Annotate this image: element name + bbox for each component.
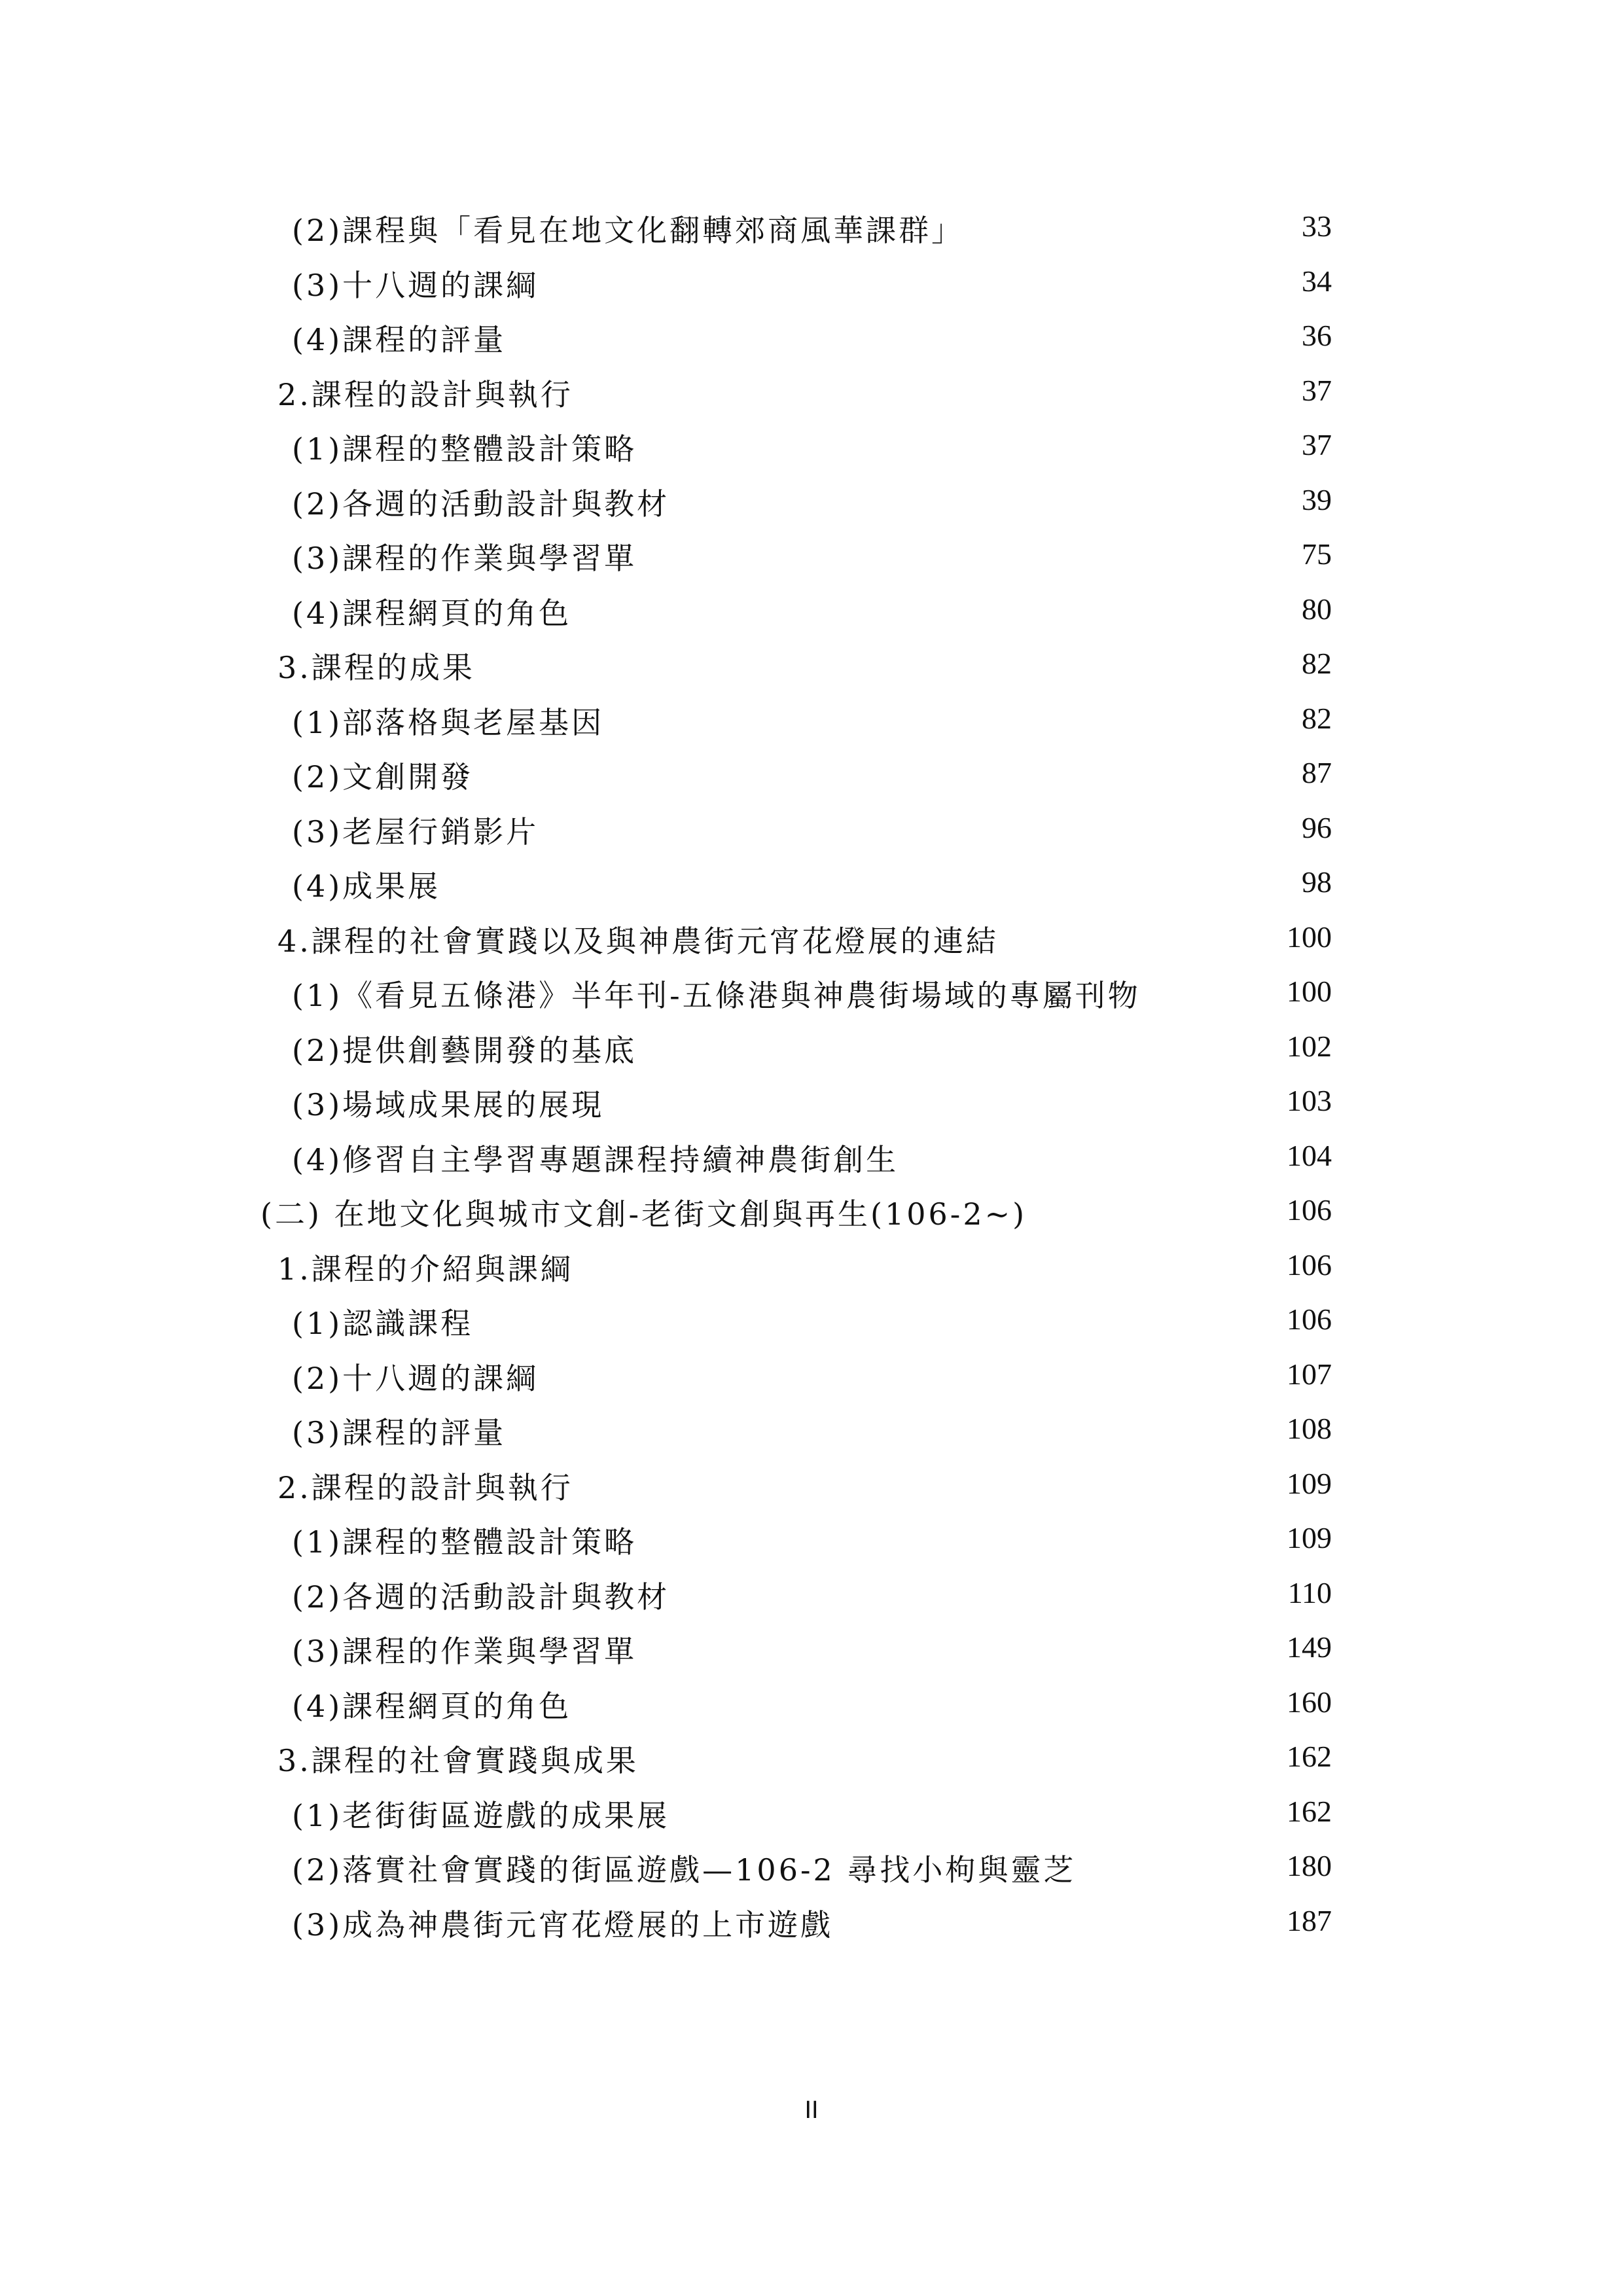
toc-entry-title: 3.課程的成果 [277, 650, 475, 685]
toc-entry-title: (1)老街街區遊戲的成果展 [292, 1797, 670, 1833]
toc-entry-title: (3)場域成果展的展現 [292, 1087, 605, 1122]
toc-entry-title: (2)十八週的課綱 [292, 1360, 539, 1396]
toc-entry-title: (2)提供創藝開發的基底 [292, 1032, 637, 1068]
toc-entry [0, 1351, 1623, 1406]
toc-entry [0, 1842, 1623, 1897]
toc-entry-title: (4)修習自主學習專題課程持續神農街創生 [292, 1141, 899, 1177]
table-of-contents [0, 203, 1623, 1952]
toc-entry [0, 1187, 1623, 1242]
toc-entry [0, 1570, 1623, 1624]
toc-entry-page-number: 82 [1302, 701, 1332, 735]
toc-entry-page-number: 109 [1287, 1466, 1332, 1500]
toc-entry-title: (2)各週的活動設計與教材 [292, 486, 670, 522]
toc-entry-page-number: 82 [1302, 647, 1332, 680]
toc-entry-title: (1)《看見五條港》半年刊-五條港與神農街場域的專屬刊物 [292, 978, 1141, 1013]
toc-entry-page-number: 109 [1287, 1521, 1332, 1554]
toc-entry-page-number: 104 [1287, 1138, 1332, 1172]
toc-entry-page-number: 149 [1287, 1630, 1332, 1664]
toc-entry-page-number: 108 [1287, 1412, 1332, 1445]
toc-entry-title: (3)課程的評量 [292, 1415, 507, 1450]
toc-entry [0, 258, 1623, 313]
toc-entry [0, 1733, 1623, 1788]
toc-entry-page-number: 96 [1302, 810, 1332, 844]
toc-entry [0, 422, 1623, 476]
toc-entry-page-number: 98 [1302, 865, 1332, 899]
toc-entry [0, 203, 1623, 258]
toc-entry-title: (4)課程網頁的角色 [292, 595, 572, 631]
toc-entry [0, 1242, 1623, 1297]
toc-entry-page-number: 36 [1302, 319, 1332, 352]
toc-entry-title: 1.課程的介紹與課綱 [277, 1251, 573, 1287]
toc-entry-title: (1)課程的整體設計策略 [292, 431, 637, 467]
toc-entry-title: (4)成果展 [292, 869, 441, 904]
toc-entry-title: (3)課程的作業與學習單 [292, 541, 637, 576]
toc-entry [0, 1897, 1623, 1952]
toc-entry [0, 1460, 1623, 1515]
toc-entry-title: (1)部落格與老屋基因 [292, 704, 605, 740]
toc-entry [0, 312, 1623, 367]
toc-entry [0, 476, 1623, 531]
toc-entry-page-number: 37 [1302, 428, 1332, 461]
toc-entry-page-number: 102 [1287, 1029, 1332, 1063]
toc-entry-page-number: 110 [1287, 1575, 1332, 1609]
toc-entry [0, 367, 1623, 422]
toc-entry [0, 1788, 1623, 1843]
toc-entry-title: (1)認識課程 [292, 1306, 474, 1341]
toc-entry [0, 1679, 1623, 1734]
toc-entry-title: (2)各週的活動設計與教材 [292, 1579, 670, 1615]
toc-entry-title: (2)課程與「看見在地文化翻轉郊商風華課群」 [292, 213, 965, 248]
page-number: II [804, 2096, 819, 2124]
toc-entry-title: (4)課程的評量 [292, 322, 507, 357]
toc-entry-page-number: 160 [1287, 1685, 1332, 1719]
toc-entry-title: (3)十八週的課綱 [292, 267, 539, 303]
toc-entry [0, 804, 1623, 859]
toc-entry-title: (二) 在地文化與城市文創-老街文創與再生(106-2~) [260, 1196, 1027, 1232]
toc-entry-page-number: 106 [1287, 1302, 1332, 1336]
toc-entry-page-number: 75 [1302, 537, 1332, 571]
toc-entry [0, 914, 1623, 969]
toc-entry [0, 531, 1623, 586]
toc-entry-page-number: 180 [1287, 1849, 1332, 1882]
toc-entry-page-number: 100 [1287, 975, 1332, 1008]
toc-entry-page-number: 80 [1302, 592, 1332, 626]
toc-entry [0, 586, 1623, 641]
toc-entry [0, 1296, 1623, 1351]
toc-entry [0, 1132, 1623, 1187]
toc-entry-title: 4.課程的社會實踐以及與神農街元宵花燈展的連結 [277, 923, 999, 959]
toc-entry [0, 695, 1623, 750]
toc-entry-title: (2)文創開發 [292, 759, 474, 795]
toc-entry-title: (1)課程的整體設計策略 [292, 1524, 637, 1560]
toc-entry [0, 859, 1623, 914]
toc-entry-page-number: 39 [1302, 482, 1332, 516]
toc-entry-title: 2.課程的設計與執行 [277, 376, 573, 412]
toc-entry-page-number: 87 [1302, 756, 1332, 789]
toc-entry-title: (3)老屋行銷影片 [292, 814, 539, 850]
toc-entry-page-number: 162 [1287, 1740, 1332, 1773]
toc-entry [0, 968, 1623, 1023]
toc-entry [0, 640, 1623, 695]
toc-entry-title: 2.課程的設計與執行 [277, 1469, 573, 1505]
toc-entry [0, 1023, 1623, 1078]
toc-entry-title: (3)課程的作業與學習單 [292, 1634, 637, 1669]
toc-entry-title: (4)課程網頁的角色 [292, 1688, 572, 1724]
toc-entry-page-number: 34 [1302, 264, 1332, 298]
toc-entry-page-number: 106 [1287, 1247, 1332, 1282]
toc-entry-page-number: 100 [1287, 920, 1332, 954]
toc-entry-page-number: 103 [1287, 1084, 1332, 1117]
toc-entry-page-number: 107 [1287, 1357, 1332, 1391]
toc-entry [0, 1515, 1623, 1570]
toc-entry [0, 749, 1623, 804]
toc-entry [0, 1405, 1623, 1460]
toc-entry-page-number: 162 [1287, 1794, 1332, 1828]
toc-entry-page-number: 37 [1302, 373, 1332, 407]
toc-entry-page-number: 106 [1287, 1193, 1332, 1227]
toc-entry-page-number: 187 [1287, 1903, 1332, 1937]
toc-entry-page-number: 33 [1302, 209, 1332, 243]
toc-entry-title: 3.課程的社會實踐與成果 [277, 1743, 639, 1778]
toc-entry-title: (2)落實社會實踐的街區遊戲—106-2 尋找小枸與靈芝 [292, 1852, 1077, 1888]
toc-entry-title: (3)成為神農街元宵花燈展的上市遊戲 [292, 1907, 834, 1943]
toc-entry [0, 1624, 1623, 1679]
toc-entry [0, 1077, 1623, 1132]
